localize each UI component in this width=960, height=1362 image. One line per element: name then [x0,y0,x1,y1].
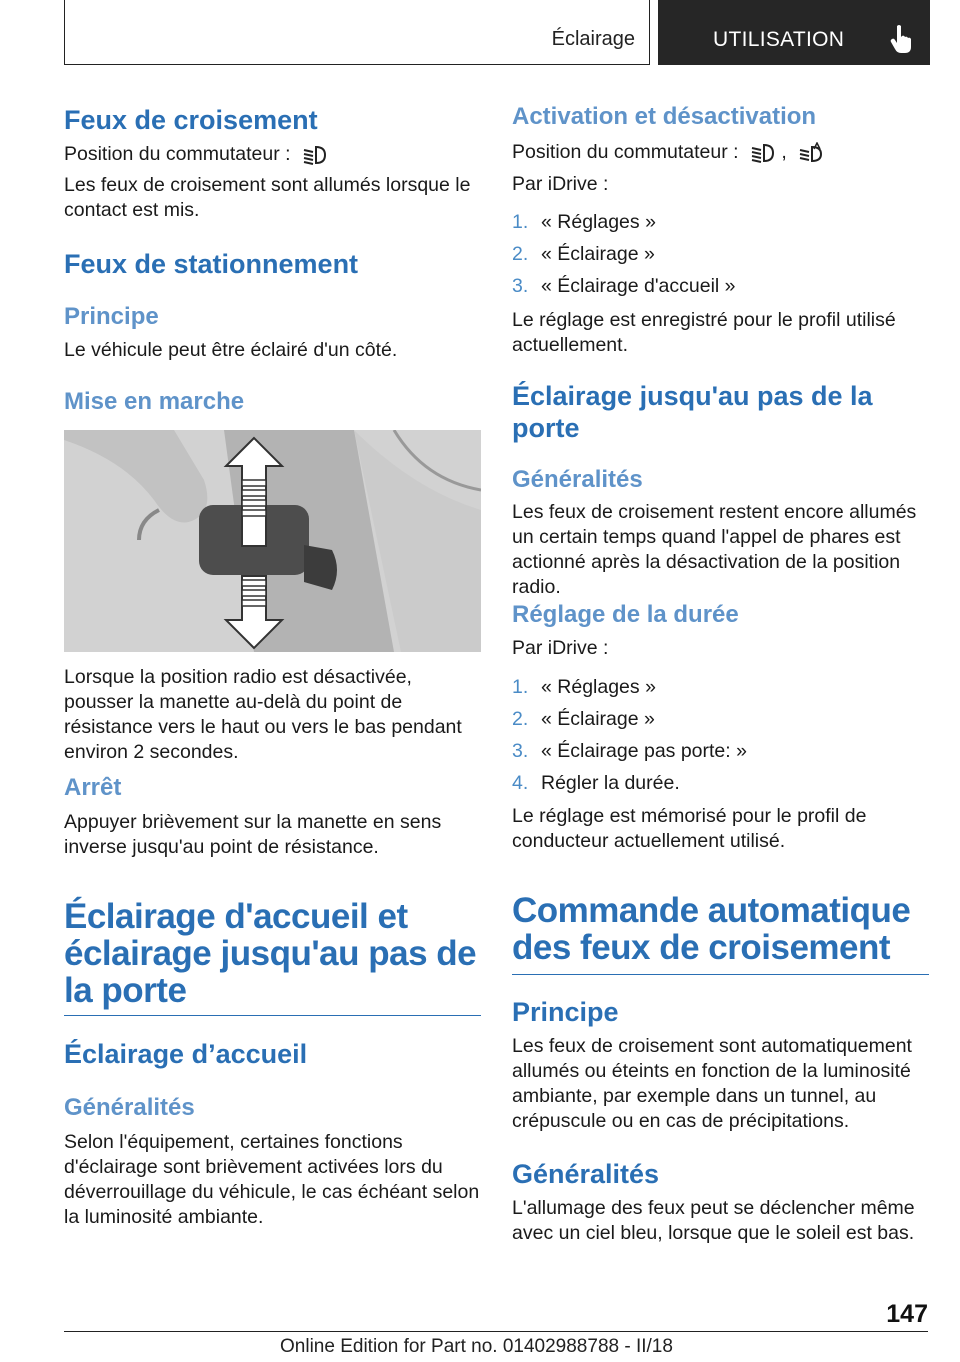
lever-illustration [64,430,481,652]
edition-note: Online Edition for Part no. 01402988788 - II/18 [280,1336,673,1357]
section-title: Éclairage [551,28,635,50]
duration-steps [512,675,929,803]
activation-switch-line [512,140,929,165]
section-tab [64,0,650,65]
low-beam-icon [750,142,776,164]
welcome-light-title: Éclairage d’accueil [64,1039,308,1069]
switch-on-heading: Mise en marche [64,388,245,415]
duration-heading: Réglage de la durée [512,601,739,628]
footer-divider [64,1331,928,1332]
idrive-label-1: Par iDrive : [512,173,609,195]
general-text: Selon l'équipement, certaines fonctions d'éclairage sont brièvement activées lors du déverrouillage du véhicule, le cas échéant selon la luminosité ambiante. [64,1131,480,1228]
welcome-steps [512,210,929,306]
list-item: 1. « Réglages » [512,676,656,698]
switch-off-text: Appuyer brièvement sur la manette en sens inverse jusqu'au point de résistance. [64,811,442,858]
list-item: 1. « Réglages » [512,211,656,233]
principle-heading: Principe [64,303,159,330]
principle-text: Le véhicule peut être éclairé d'un côté. [64,339,398,361]
chapter-tab [658,0,930,65]
general-heading: Généralités [64,1094,195,1121]
auto-principle-text: Les feux de croisement sont automatiquement allumés ou éteints en fonction de la luminosité ambiante, par exemple dans un tunnel, au crépuscule ou en cas de précipitations. [512,1035,912,1132]
dipped-beam-title: Feux de croisement [64,105,318,135]
parking-lights-title: Feux de stationnement [64,249,359,279]
list-item: 3. « Éclairage d'accueil » [512,275,736,297]
auto-general-text: L'allumage des feux peut se déclencher même avec un ciel bleu, lorsque que le soleil est bas. [512,1197,915,1244]
dipped-switch-line [64,142,481,167]
page-number: 147 [886,1300,928,1328]
stored-text-1: Le réglage est enregistré pour le profil utilisé actuellement. [512,309,896,356]
welcome-lighting-section-title: Éclairage d'accueil et éclairage jusqu'au pas de la porte [64,898,481,1016]
idrive-label-2: Par iDrive : [512,637,609,659]
switch-off-heading: Arrêt [64,774,122,801]
low-beam-icon [302,144,328,166]
icon-separator: , [781,141,787,163]
dipped-beam-text: Les feux de croisement sont allumés lorsque le contact est mis. [64,174,471,221]
auto-principle-heading: Principe [512,997,619,1027]
dipped-switch-label: Position du commutateur : [64,143,291,165]
list-item: 4. Régler la durée. [512,772,680,794]
list-item: 3. « Éclairage pas porte: » [512,740,747,762]
list-item: 2. « Éclairage » [512,243,655,265]
auto-low-beam-icon [798,142,824,164]
stored-text-2: Le réglage est mémorisé pour le profil de conducteur actuellement utilisé. [512,805,867,852]
lever-drawing [64,430,481,652]
auto-beam-section-title: Commande automatique des feux de croisement [512,892,929,975]
activation-heading: Activation et désactivation [512,103,817,130]
door-general-heading: Généralités [512,466,643,493]
activation-switch-label: Position du commutateur : [512,141,739,163]
list-item: 2. « Éclairage » [512,708,655,730]
switch-on-text: Lorsque la position radio est désactivée, pousser la manette au-delà du point de résistance vers le haut ou vers le bas pendant environ 2 secondes. [64,666,462,763]
door-general-text: Les feux de croisement restent encore allumés un certain temps quand l'appel de phares est actionné après la désactivation de la position radio. [512,501,917,598]
page-header [64,0,930,65]
auto-general-heading: Généralités [512,1159,660,1189]
door-light-title: Éclairage jusqu'au pas de la porte [512,381,873,443]
pointing-hand-icon [890,24,916,54]
chapter-title: UTILISATION [713,28,845,51]
